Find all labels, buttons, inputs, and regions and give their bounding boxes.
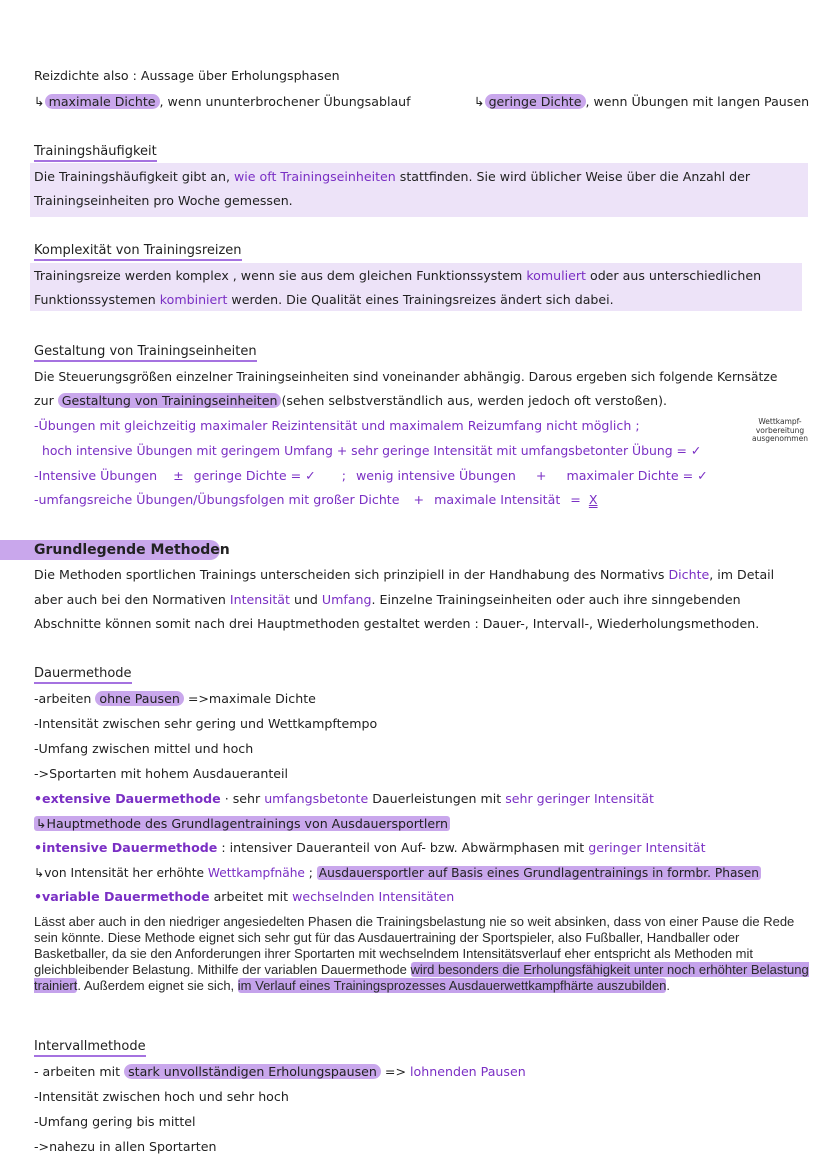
dauer-line-7: •intensive Dauermethode : intensiver Daueranteil von Auf- bzw. Abwärmphasen mit geringer Intensität <box>34 840 706 855</box>
max-dichte-highlight: maximale Dichte <box>45 94 160 109</box>
dauer-line-6: ↳Hauptmethode des Grundlagentrainings von Ausdauersportlern <box>36 816 449 831</box>
gestaltung-title: Gestaltung von Trainingseinheiten <box>34 343 257 361</box>
dauer-line-8: ↳von Intensität her erhöhte Wettkampfnähe ; Ausdauersportler auf Basis eines Grundlagentrainings in formbr. Phasen <box>34 866 760 880</box>
methoden-text-2: aber auch bei den Normativen Intensität und Umfang. Einzelne Trainingseinheiten oder auch ihre sinngebenden <box>34 592 741 607</box>
intro-max-line: ↳ maximale Dichte , wenn ununterbrochener Übungsablauf <box>34 94 411 109</box>
gestaltung-text-1: Die Steuerungsgrößen einzelner Trainingseinheiten sind voneinander abhängig. Darous ergeben sich folgende Kernsätze <box>34 370 778 384</box>
intervall-line-1: - arbeiten mit stark unvollständigen Erholungspausen => lohnenden Pausen <box>34 1064 526 1079</box>
methoden-text-1: Die Methoden sportlichen Trainings unterscheiden sich prinzipiell in der Handhabung des Normativs Dichte, im Detail <box>34 567 775 582</box>
haeufigkeit-text-1: Die Trainingshäufigkeit gibt an, wie oft Trainingseinheiten stattfinden. Sie wird üblicher Weise über die Anzahl der <box>34 169 751 184</box>
intervall-line-2: -Intensität zwischen hoch und sehr hoch <box>34 1089 289 1104</box>
geringe-dichte-highlight: geringe Dichte <box>485 94 586 109</box>
haeufigkeit-title: Trainingshäufigkeit <box>34 143 157 161</box>
gestaltung-text-2: zur Gestaltung von Trainingseinheiten (sehen selbstverständlich aus, werden jedoch oft verstoßen). <box>34 393 668 408</box>
komplexitaet-title: Komplexität von Trainingsreizen <box>34 242 242 260</box>
haeufigkeit-text-2: Trainingseinheiten pro Woche gemessen. <box>34 193 293 208</box>
dauer-line-1: -arbeiten ohne Pausen =>maximale Dichte <box>34 691 316 706</box>
intro-line: Reizdichte also : Aussage über Erholungsphasen <box>34 68 340 83</box>
intervall-line-3: -Umfang gering bis mittel <box>34 1114 196 1129</box>
dauer-line-2: -Intensität zwischen sehr gering und Wettkampftempo <box>34 716 378 731</box>
gestaltung-bullet-4: -umfangsreiche Übungen/Übungsfolgen mit großer Dichte + maximale Intensität = X <box>34 492 598 507</box>
dauer-line-3: -Umfang zwischen mittel und hoch <box>34 741 254 756</box>
intro-geringe-line: ↳ geringe Dichte , wenn Übungen mit langen Pausen <box>474 94 810 109</box>
dauer-line-5: •extensive Dauermethode · sehr umfangsbetonte Dauerleistungen mit sehr geringer Intensität <box>34 791 655 806</box>
komplexitaet-text-2: Funktionssystemen kombiniert werden. Die Qualität eines Trainingsreizes ändert sich dabei. <box>34 292 614 307</box>
gestaltung-bullet-2: hoch intensive Übungen mit geringem Umfang + sehr geringe Intensität mit umfangsbetonter Übung = ✓ <box>42 443 702 458</box>
intervall-line-4: ->nahezu in allen Sportarten <box>34 1139 217 1154</box>
methoden-text-3: Abschnitte können somit nach drei Hauptmethoden gestaltet werden : Dauer-, Intervall-, Wiederholungsmethoden. <box>34 616 760 631</box>
side-note: Wettkampf- vorbereitung ausgenommen <box>752 417 808 443</box>
gestaltung-bullet-3: -Intensive Übungen ± geringe Dichte = ✓ ; wenig intensive Übungen + maximaler Dichte = ✓ <box>34 468 708 483</box>
komplexitaet-text-1: Trainingsreize werden komplex , wenn sie aus dem gleichen Funktionssystem komuliert oder aus unterschiedlichen <box>34 268 762 283</box>
intervall-title: Intervallmethode <box>34 1038 146 1056</box>
methoden-title: Grundlegende Methoden <box>34 542 230 558</box>
dauer-paragraph: Lässt aber auch in den niedriger angesiedelten Phasen die Trainingsbelastung nie so weit absinken, dass von einer Pause die Rede sein könnte. Diese Methode eignet sich sehr gut für das Ausdauertraining der Sportspieler, also Fußballer, Handballer oder Basketballer, da sie den Anforderungen ihrer Sportarten mit wechselndem Intensitätsverlauf eher entspricht als Methoden mit gleichbleibender Belastung. Mithilfe der variablen Dauermethode wird besonders die Erholungsfähigkeit unter noch erhöhter Belastung trainiert. Außerdem eignet sie sich, im Verlauf eines Trainingsprozesses Ausdauerwettkampfhärte auszubilden. <box>34 914 809 993</box>
dauer-title: Dauermethode <box>34 665 132 683</box>
dauer-line-4: ->Sportarten mit hohem Ausdaueranteil <box>34 766 289 781</box>
dauer-line-9: •variable Dauermethode arbeitet mit wechselnden Intensitäten <box>34 889 455 904</box>
gestaltung-bullet-1: -Übungen mit gleichzeitig maximaler Reizintensität und maximalem Reizumfang nicht möglich ; <box>34 418 640 433</box>
